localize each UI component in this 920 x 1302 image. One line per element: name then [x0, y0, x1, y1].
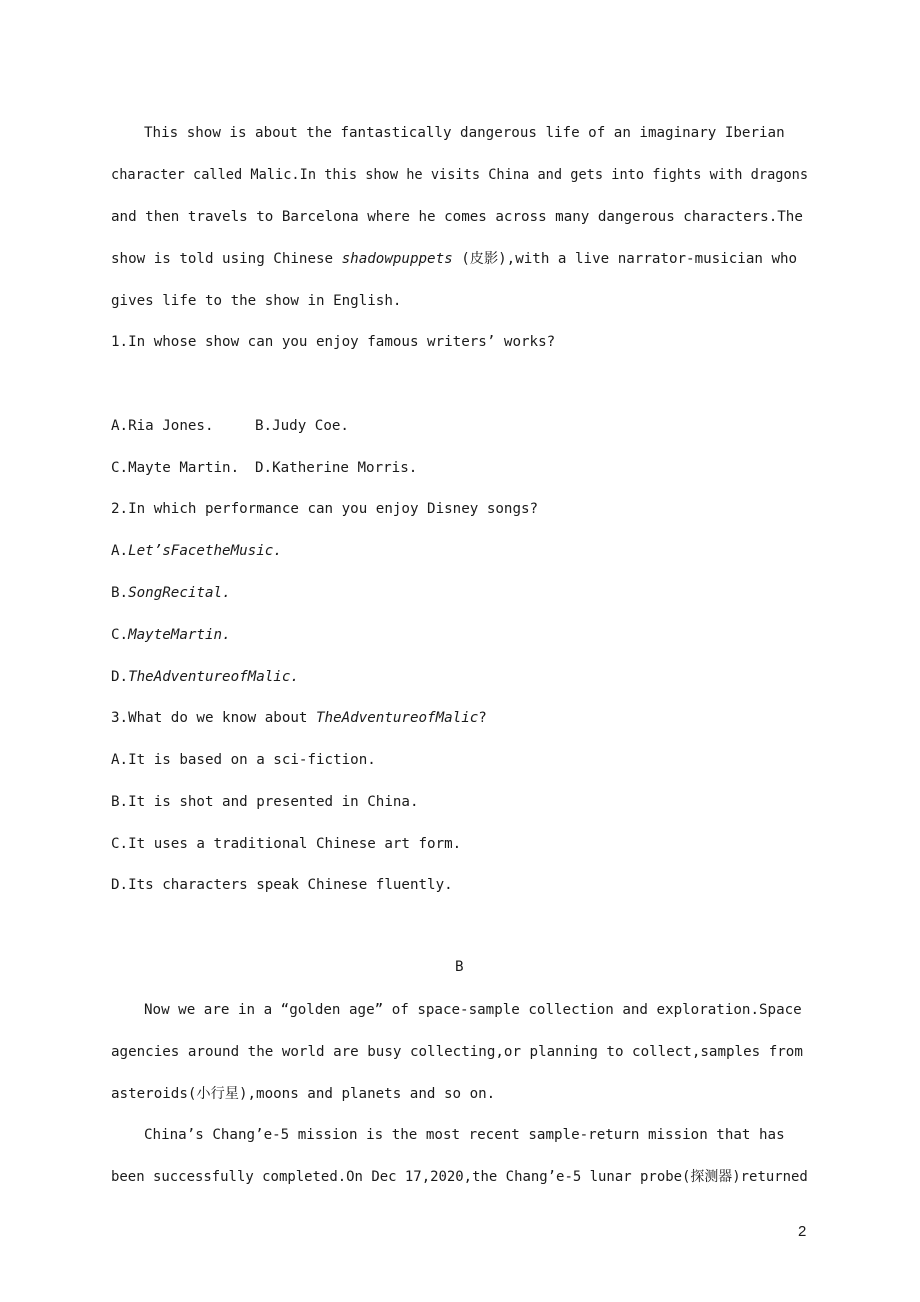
q2-option-a — [111, 542, 282, 560]
text-span: ? — [478, 710, 487, 726]
q3-option-b: B.It is shot and presented in China. — [111, 794, 419, 810]
section-title: B — [455, 959, 464, 975]
paragraph-line: been successfully completed.On Dec 17,2020,the Chang’e-5 lunar probe(探测器)returned — [111, 1169, 808, 1185]
paragraph-line: China’s Chang’e-5 mission is the most recent sample-return mission that has — [144, 1127, 785, 1143]
q1-option-b: B.Judy Coe. — [255, 418, 349, 434]
paragraph-line: agencies around the world are busy collecting,or planning to collect,samples from — [111, 1044, 803, 1060]
q3-option-d: D.Its characters speak Chinese fluently. — [111, 877, 453, 893]
q1-option-d: D.Katherine Morris. — [255, 460, 418, 476]
question-3 — [111, 709, 487, 727]
text-span: show is told using Chinese — [111, 251, 342, 267]
paragraph-line: and then travels to Barcelona where he comes across many dangerous characters.The — [111, 209, 803, 225]
period: . — [290, 669, 299, 685]
option-letter: C. — [111, 627, 129, 643]
italic-term: Let’sFacetheMusic — [128, 543, 274, 559]
period: . — [222, 585, 231, 601]
q3-option-c: C.It uses a traditional Chinese art form. — [111, 836, 462, 852]
italic-term: shadowpuppets — [341, 251, 453, 267]
q1-option-a: A.Ria Jones. — [111, 418, 214, 434]
paragraph-line: This show is about the fantastically dangerous life of an imaginary Iberian — [144, 125, 785, 141]
q3-option-a: A.It is based on a sci-fiction. — [111, 752, 376, 768]
text-span: 3.What do we know about — [111, 710, 316, 726]
paragraph-line: character called Malic.In this show he visits China and gets into fights with dragons — [111, 167, 809, 183]
q1-option-c: C.Mayte Martin. — [111, 460, 240, 476]
question-2: 2.In which performance can you enjoy Disney songs? — [111, 501, 539, 517]
option-letter: D. — [111, 669, 129, 685]
paragraph-line: gives life to the show in English. — [111, 293, 402, 309]
paragraph-line — [111, 250, 797, 268]
page-number: 2 — [798, 1223, 807, 1240]
q2-option-d — [111, 668, 299, 686]
question-1: 1.In whose show can you enjoy famous writers’ works? — [111, 334, 556, 350]
italic-term: SongRecital — [128, 585, 223, 601]
text-span: (皮影),with a live narrator-musician who — [452, 251, 798, 267]
italic-term: TheAdventureofMalic — [316, 710, 479, 726]
paragraph-line: Now we are in a “golden age” of space-sample collection and exploration.Space — [144, 1002, 802, 1018]
option-letter: A. — [111, 543, 129, 559]
q2-option-b — [111, 584, 231, 602]
option-letter: B. — [111, 585, 129, 601]
period: . — [222, 627, 231, 643]
period: . — [273, 543, 282, 559]
paragraph-line: asteroids(小行星),moons and planets and so on. — [111, 1086, 496, 1102]
italic-term: MayteMartin — [128, 627, 223, 643]
italic-term: TheAdventureofMalic — [128, 669, 291, 685]
q2-option-c — [111, 626, 231, 644]
